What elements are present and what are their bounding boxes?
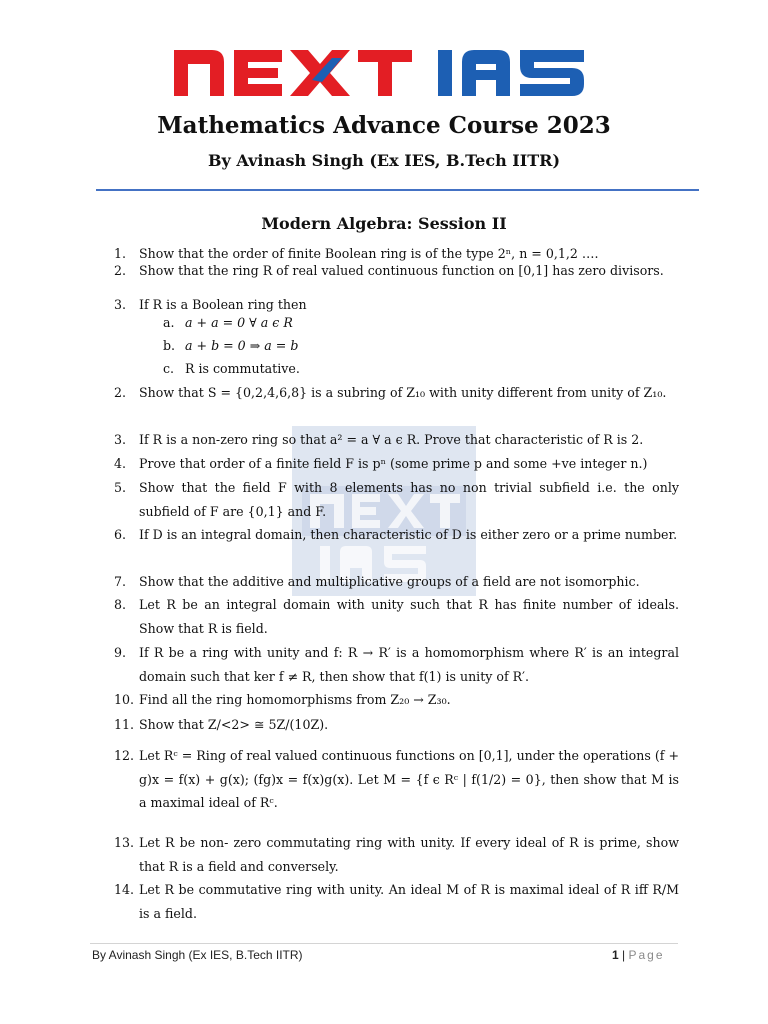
next-ias-logo <box>172 44 592 100</box>
question-text: Let R be non- zero commutating ring with unity. If every ideal of R is prime, show that R is a field and conversely. <box>139 835 679 874</box>
footer-author: By Avinash Singh (Ex IES, B.Tech IITR) <box>92 948 303 962</box>
question-number: 3. <box>114 297 127 312</box>
sub-question-item <box>163 314 663 331</box>
question-number: 12. <box>114 748 135 763</box>
course-title: Mathematics Advance Course 2023 <box>157 112 611 139</box>
question-item <box>114 744 679 815</box>
question-item <box>114 831 679 878</box>
question-text: If R is a non-zero ring so that a² = a ∀ a ϵ R. Prove that characteristic of R is 2. <box>139 432 644 447</box>
question-text: If R be a ring with unity and f: R → R′ is a homomorphism where R′ is an integral domain such that ker f ≠ R, then show that f(1) is unity of R′. <box>139 645 679 684</box>
question-item <box>114 262 679 279</box>
question-number: 11. <box>114 717 135 732</box>
question-text: If D is an integral domain, then characteristic of D is either zero or a prime number. <box>139 527 678 542</box>
question-item <box>114 381 679 405</box>
question-text: Prove that order of a finite field F is pⁿ (some prime p and some +ve integer n.) <box>139 456 648 471</box>
question-item <box>114 641 679 688</box>
question-number: 5. <box>114 480 127 495</box>
question-item <box>114 691 679 708</box>
question-number: 13. <box>114 835 135 850</box>
sub-question-item <box>163 337 663 354</box>
question-text: Find all the ring homomorphisms from Z₂₀ → Z₃₀. <box>139 692 451 707</box>
question-item <box>114 593 679 640</box>
sub-question-text: R is commutative. <box>185 361 300 376</box>
question-item <box>114 476 679 523</box>
question-text: Show that Z/<2> ≅ 5Z/(10Z). <box>139 717 329 732</box>
question-number: 3. <box>114 432 127 447</box>
question-text: Show that the field F with 8 elements has no non trivial subfield i.e. the only subfield of F are {0,1} and F. <box>139 480 679 519</box>
question-text: Let R be an integral domain with unity such that R has finite number of ideals. Show that R is field. <box>139 597 679 636</box>
question-item <box>114 431 679 448</box>
next-ias-logo-graphic <box>172 44 592 100</box>
question-item <box>114 716 679 733</box>
question-number: 14. <box>114 882 135 897</box>
question-text: Show that the ring R of real valued continuous function on [0,1] has zero divisors. <box>139 263 664 278</box>
page-number: 1 <box>612 948 619 962</box>
question-text: Show that the additive and multiplicative groups of a field are not isomorphic. <box>139 574 640 589</box>
question-number: 4. <box>114 456 127 471</box>
question-item <box>114 573 679 590</box>
author-subtitle: By Avinash Singh (Ex IES, B.Tech IITR) <box>207 151 561 170</box>
question-number: 6. <box>114 527 127 542</box>
question-number: 2. <box>114 263 127 278</box>
page-word: Page <box>628 948 665 962</box>
question-number: 2. <box>114 385 127 400</box>
question-number: 8. <box>114 597 127 612</box>
question-item <box>114 245 679 262</box>
sub-question-letter: b. <box>163 338 176 353</box>
header-divider <box>96 189 699 191</box>
question-item <box>114 296 679 313</box>
question-item <box>114 878 679 925</box>
session-heading: Modern Algebra: Session II <box>261 214 507 233</box>
footer-divider <box>90 943 678 944</box>
question-text: Show that the order of finite Boolean ring is of the type 2ⁿ, n = 0,1,2 …. <box>139 246 599 261</box>
question-item <box>114 523 679 547</box>
sub-question-text: a + a = 0 ∀ a ϵ R <box>185 315 293 330</box>
question-item <box>114 455 679 472</box>
question-number: 9. <box>114 645 127 660</box>
question-text: Let Rᶜ = Ring of real valued continuous functions on [0,1], under the operations (f + g)x = f(x) + g(x); (fg)x = f(x)g(x). Let M = {f ϵ Rᶜ | f(1/2) = 0}, then show that M is a maximal ideal of Rᶜ. <box>139 748 679 810</box>
question-text: Let R be commutative ring with unity. An ideal M of R is maximal ideal of R iff R/M is a field. <box>139 882 679 921</box>
sub-question-text: a + b = 0 ⇒ a = b <box>185 338 299 353</box>
question-number: 7. <box>114 574 127 589</box>
sub-question-item <box>163 360 663 377</box>
page-separator: | <box>622 948 626 962</box>
question-text: If R is a Boolean ring then <box>139 297 307 312</box>
question-number: 1. <box>114 246 127 261</box>
sub-question-letter: a. <box>163 315 175 330</box>
question-text: Show that S = {0,2,4,6,8} is a subring of Z₁₀ with unity different from unity of Z₁₀. <box>139 385 667 400</box>
question-number: 10. <box>114 692 135 707</box>
footer-page-info <box>612 948 665 962</box>
sub-question-letter: c. <box>163 361 175 376</box>
